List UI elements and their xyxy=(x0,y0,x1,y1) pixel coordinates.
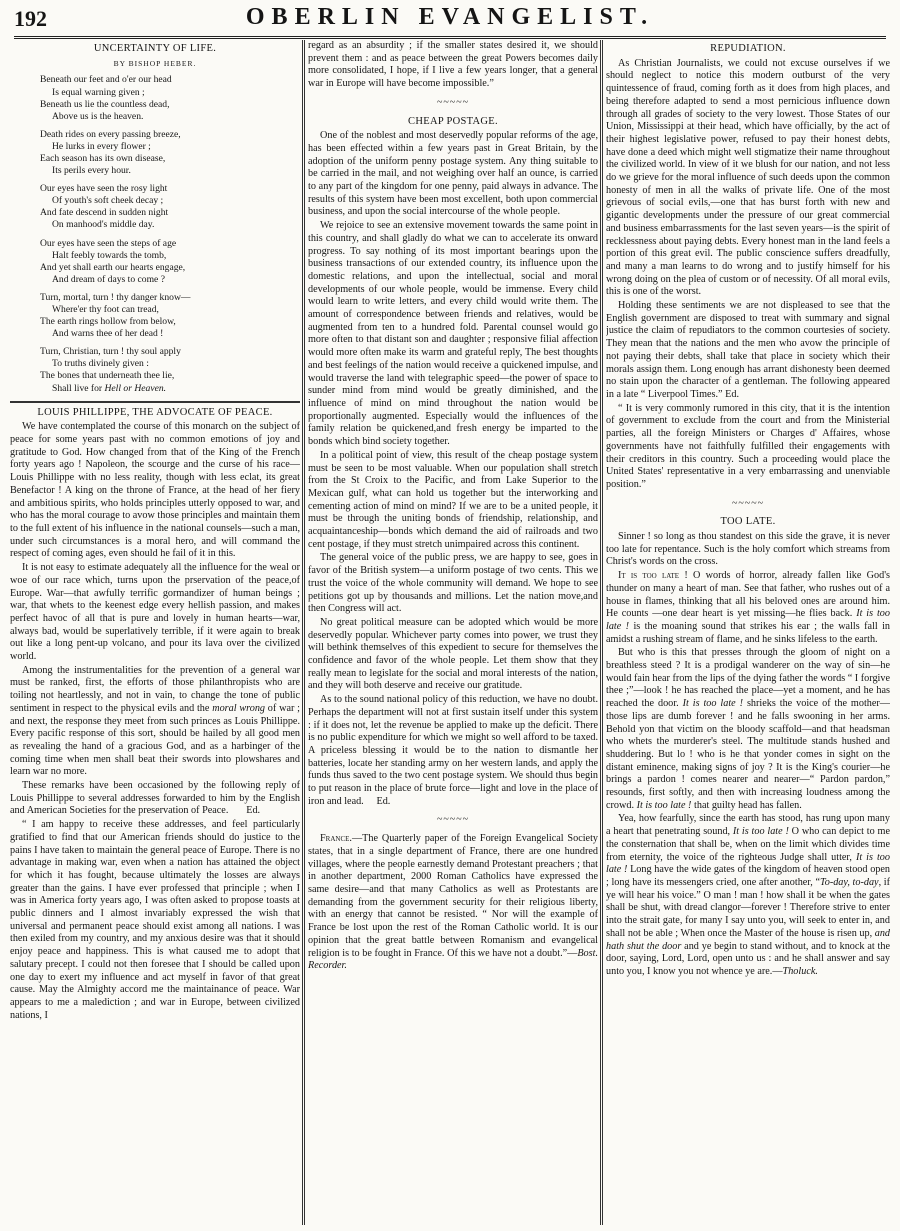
section-rule xyxy=(10,401,300,403)
poem-stanza xyxy=(40,238,300,286)
poem-stanza xyxy=(40,346,300,394)
poem-line: Is equal warning given ; xyxy=(52,86,145,98)
paragraph: regard as an absurdity ; if the smaller states desired it, we should prevent them : and as peace between the great Powers becomes daily more consolidated, I hope, if I live a few years longer, that a general war in Europe will have become impossible.” xyxy=(308,40,598,90)
poem-line: Its perils every hour. xyxy=(52,165,131,177)
poem-line: On manhood's middle day. xyxy=(52,219,155,231)
masthead-title: OBERLIN EVANGELIST. xyxy=(245,4,655,30)
poem-line: The bones that underneath thee lie, xyxy=(40,370,175,382)
paragraph: “ I am happy to receive these addresses, and feel particularly gratified to find that our American friends should do justice to the pains I have taken to maintain the general peace of Europe. There is no advantage in making war, even when a nation has attained the object for which it has fought, because ultimately the losses are always greater than the gains. I have ever professed that principle ; when I was in America forty years ago, I was often asked to propose toasts at public dinners and I almost invariably expressed the wish that universal and permanent peace should exist among all nations. I was then exiled from my country, and my anxious desire was that it should enjoy peace and happiness. This is what caused me to adopt that salutary precept. I could not then foresee that I should be called upon one day to exert my influence and act myself in favor of that great cause. May the Almighty accord me the maintainance of peace. War appears to me a malediction ; and war in Europe, between civilized nations, I xyxy=(10,819,300,1021)
page-header xyxy=(14,4,886,34)
paragraph: Among the instrumentalities for the prevention of a general war must be ranked, first, the efforts of those philanthropists who are toiling not heartlessly, and not in vain, to change the tone of public sentiment in respect to the physical evils and the moral wrong of war ; and next, the response they meet from such princes as Louis Phillippe. Every pacific response of this sort, should be hailed by all good men as revealing the hand of a gracious God, and as a harbinger of the coming time when men shall beat their swords into plowshares and learn war no more. xyxy=(10,664,300,778)
paragraph: Holding these sentiments we are not displeased to see that the English government are disposed to treat with summary and signal justice the claim of repudiators to the common courtesies of society. They mean that the nations and the men who avow the principle of not paying their debts, shall take that place in society which their morals assign them. Long enough has arrant dishonesty been deemed no stain upon the character of a gentleman. The following appeared in a late “ Liverpool Times.” Ed. xyxy=(606,300,890,400)
poem-line: Each season has its own disease, xyxy=(40,152,166,164)
article-title: REPUDIATION. xyxy=(710,43,786,54)
paragraph: France.—The Quarterly paper of the Foreign Evangelical Society states, that in a single department of France, there are one hundred villages, where the people earnestly demand Protestant preachers ; that in another department, 2000 Roman Catholics have expressed the same desire—and that many Catholics as well as Protestants are demanding from the government security for their religious liberty, with an energy that cannot be resisted. “ Nor will the example of France be lost upon the rest of the Roman Catholic world. It is our opinion that the great battle between Romanism and evangelical religion is to be fought in France. Of this we have not a doubt.”—Bost. Recorder. xyxy=(308,833,598,972)
paragraph: But who is this that presses through the gloom of night on a breathless steed ? It is a prodigal wanderer on the way of sin—he would fain hear from the lips of the dying father the words “ I forgive thee ;”—look ! he has reached the place—yet a moment, and he has reached the door. It is too late ! shrieks the voice of the mother—those lips are dumb forever ! and he falls swooning in her arms. Behold yon that victim on the bloody scaffold—and that headsman who whets the murderer's steel. The multitude stands hushed and shuddering. But lo ! who is he that yonder comes in sight on the distant eminence, making signs of joy ? It is the King's courier—he brings a pardon ! comes nearer and nearer—“ Pardon pardon,” resounds, first softly, and then with increasing loudness among the crowd. It is too late ! that guilty head has fallen. xyxy=(606,647,890,811)
paragraph: These remarks have been occasioned by the following reply of Louis Phillippe to several addresses forwarded to him by the English and American Societies for the preservation of Peace. Ed. xyxy=(10,780,300,817)
poem-line: And fate descend in sudden night xyxy=(40,207,169,219)
paragraph: It is not easy to estimate adequately all the influence for the weal or woe of our race which, turns upon the prservation of the peace,of Europe. War—that awfully terrific gormandizer of human beings ; war, that whets to the keenest edge every hellish passion, and makes perfect havoc of all that is pure and lovely in human hearts—war, always bad, would be superlatively terrible, if it were again to break out like a long pent-up volcano, and pour its lava over the civilized world. xyxy=(10,562,300,663)
poem-line: Turn, mortal, turn ! thy danger know— xyxy=(40,291,191,303)
poem-byline: BY BISHOP HEBER. xyxy=(113,58,197,68)
poem-line: Where'er thy foot can tread, xyxy=(52,304,159,315)
poem xyxy=(40,74,300,394)
paragraph: “ It is very commonly rumored in this city, that it is the intention of government to exclude from the court and from the Ministerial parties, all the foreign Ministers or Charges d' Affaires, whose governments have not faithfully fulfilled their engagements with their creditors in this country. Such a proceeding would place the United States' representative in a very embarrassing and unenviable position.” xyxy=(606,402,890,490)
paragraph: We have contemplated the course of this monarch on the subject of peace for some years past with no common emotions of joy and gratitude to God. How changed from that of the King of the French forty years ago ! Napoleon, the scourge and the curse of his race—Louis Phillippe with no less reality, though with less eclat, its great Benefactor ! A king on the throne of France, at the head of her fiery and ambitious spirits, who holds principles utterly opposed to war, and who has the moral courage to avow those principles and maintain them to the full extent of his influence in the national counsels—such a man, under such circumstances is a moral hero, and will command the respect of coming ages, even should he fail of it in this. xyxy=(10,421,300,560)
poem-stanza xyxy=(40,74,300,122)
paragraph: One of the noblest and most deservedly popular reforms of the age, has been effected within a few years past in Great Britain, by the adoption of the uniform penny postage system. Any thing suitable to be carried in the mail, and not weighing over half an ounce, is carried to any part of the kingdom for one penny, paid always in advance. The results of this system have been most excellent, both upon commercial business, and upon the social intercourse of the whole people. xyxy=(308,130,598,218)
article-title: TOO LATE. xyxy=(720,516,776,528)
paragraph: We rejoice to see an extensive movement towards the same point in this country, and shall gladly do what we can to accelerate its onward progress. To say nothing of its most important bearings upon the business transactions of our extended country, its influence upon the domestic relations, and upon the intellectual, social and moral developments of our whole people, would be immense. Every child would learn to write letters, and every child would write them. The amount of correspondence between friends and relatives, would be augmented from ten to a hundred fold. Parental counsel would go more often to that distant son and daughter ; responsive filial affection would more often make its warm and grateful reply, The best thoughts and best feelings of the nation would receive a quickened impulse, and would traverse the land with telegraphic speed—the power of space to sunder mind from mind would be greatly diminished, and the influence of mind on mind throughout the nation would be proportionally augmented. Especially would the influences of the family relation be quickened,and fresh energy be imparted to the bonds which bind society together. xyxy=(308,220,598,448)
divider-ornament: ~~~~~ xyxy=(731,497,765,509)
poem-stanza xyxy=(40,292,300,340)
column-3 xyxy=(606,40,890,1225)
paragraph: Sinner ! so long as thou standest on this side the grave, it is never too late for repentance. Such is the holy comfort which streams from Christ's words on the cross. xyxy=(606,531,890,568)
page-number: 192 xyxy=(14,6,47,31)
article-title: LOUIS PHILLIPPE, THE ADVOCATE OF PEACE. xyxy=(37,406,273,418)
paragraph: As to the sound national policy of this reduction, we have no doubt. Perhaps the department will not at first sustain itself under this system : if it does not, let the revenue be applied to make up the deficit. There is no public expenditure for which we might so well afford to be taxed. A priceless blessing it would be to the nation to dismantle her batteries, locate her standing army on her western lands, and apply the funds thus saved to the two cent postage system. We should thus begin to put reason in the place of brute force—light and love in the place of iron and lead. Ed. xyxy=(308,694,598,807)
column-divider xyxy=(302,40,305,1225)
header-rule xyxy=(14,36,886,39)
poem-line: Death rides on every passing breeze, xyxy=(40,128,181,140)
poem-stanza xyxy=(40,129,300,177)
poem-line: And dream of days to come ? xyxy=(52,273,165,285)
paragraph: As Christian Journalists, we could not excuse ourselves if we should neglect to notice this modern outburst of the very quintessence of fraud, coming forth as it does from high places, and being therefore adapted to send a most pernicious influence down through all grades of society to the very lowest. Those States of our Union, Mississippi at their head, which have officially, by the act of their highest legislative power, refused to pay their honest debts, have done a deed which might well stigmatize their name throughout the civilized world. In view of it we blush for our nation, and not less do we grieve for the moral influence of such deeds upon the common honesty of men in all the walks of private life. One of the most grievous of social evils,—one that has burst forth with new and gigantic developments under the pressure of our great commercial and business embarrassments for the last seven years—is the spirit of recklessness about paying debts. Every honest man in the land feels a portion of this great evil. The public conscience suffers dreadfully, and many a man learns to do wrong and to justify himself for his wrong doing on the plea of custom or of necessity. Of all moral evils, this is one of the worst. xyxy=(606,57,890,298)
poem-line: To truths divinely given : xyxy=(52,358,149,370)
poem-line: Beneath us lie the countless dead, xyxy=(40,98,170,110)
poem-line: Above us is the heaven. xyxy=(52,110,144,122)
poem-line: The earth rings hollow from below, xyxy=(40,316,176,328)
poem-line: Shall live for Hell or Heaven. xyxy=(52,382,167,394)
paragraph: It is too late ! O words of horror, already fallen like God's thunder on many a heart of man. See that father, who rushes out of a house in flames, thinking that all his beloved ones are around him. He counts —one dear heart is yet missing—he flies back. It is too late ! is the moaning sound that strikes his ear ; the walls fall in amidst a rushing stream of flame, and he sinks lifeless to the earth. xyxy=(606,570,890,645)
poem-line: Of youth's soft cheek decay ; xyxy=(52,195,164,207)
poem-title: UNCERTAINTY OF LIFE. xyxy=(93,43,217,54)
poem-line: Beneath our feet and o'er our head xyxy=(40,74,172,86)
poem-line: Our eyes have seen the steps of age xyxy=(40,237,177,249)
column-divider xyxy=(600,40,603,1225)
editor-signature: Ed. xyxy=(725,388,739,400)
paragraph: The general voice of the public press, we are happy to see, goes in favor of the British system—a uniform postage of two cents. This we trust the voice of the whole community will demand. We hope to see petitions got up by thousands and millions. Let the nation move,and then Congress will act. xyxy=(308,552,598,615)
article-title: CHEAP POSTAGE. xyxy=(408,115,498,127)
divider-ornament: ~~~~~ xyxy=(436,814,470,826)
poem-line: And warns thee of her dead ! xyxy=(52,328,164,340)
poem-line: He lurks in every flower ; xyxy=(52,140,151,152)
column-1 xyxy=(10,40,300,1225)
poem-line: Halt feebly towards the tomb, xyxy=(52,249,167,261)
paragraph: No great political measure can be adopted which would be more deservedly popular. Whichever party comes into power, we trust they will bethink themselves of this expedient to secure for themselves the confidence and favor of the whole people. Let them show that they really mean to legislate for the social and moral interests of the nation, and they will both deserve and receive our gratitude. xyxy=(308,616,598,692)
paragraph: In a political point of view, this result of the cheap postage system must be seen to be most valuable. When our population shall stretch from the St Croix to the Pacific, and from Lake Superior to the Mexican gulf, what can hold us together but the interworking and cementing action of mind on mind? If we are to be a united people, it must be through the uniting bonds of friendship, relationship, and acquaintanceship—bonds which demand the aid of railroads and two cent postage, if they must stretch unimpaired across this continent. xyxy=(308,449,598,550)
poem-stanza xyxy=(40,183,300,231)
poem-line: Our eyes have seen the rosy light xyxy=(40,183,168,195)
poem-line: And yet shall earth our hearts engage, xyxy=(40,261,186,273)
editor-signature: Ed. xyxy=(246,805,261,817)
editor-signature: Ed. xyxy=(376,795,391,807)
column-2 xyxy=(308,40,598,1225)
paragraph: Yea, how fearfully, since the earth has stood, has rung upon many a heart that penetrating sound, It is too late ! O who can depict to me the consternation that shall be, when on the limit which divides time from eternity, the voice of the righteous Judge shall utter, It is too late ! Long have the wide gates of the kingdom of heaven stood open ; long have its messengers cried, one after another, “To-day, to-day, if ye will hear his voice.” O man ! man ! how shall it be when the gates shall be shut, with dread clangor—forever ! Therefore strive to enter into the strait gate, for many I say unto you, will seek to enter in, and shall not be able ; When once the Master of the house is risen up, and hath shut the door and ye begin to stand without, and to knock at the door, saying, Lord, Lord, open unto us : and he shall answer and say unto you, I know you not whence ye are.—Tholuck. xyxy=(606,813,890,977)
divider-ornament: ~~~~~ xyxy=(436,96,470,108)
poem-line: Turn, Christian, turn ! thy soul apply xyxy=(40,346,181,358)
